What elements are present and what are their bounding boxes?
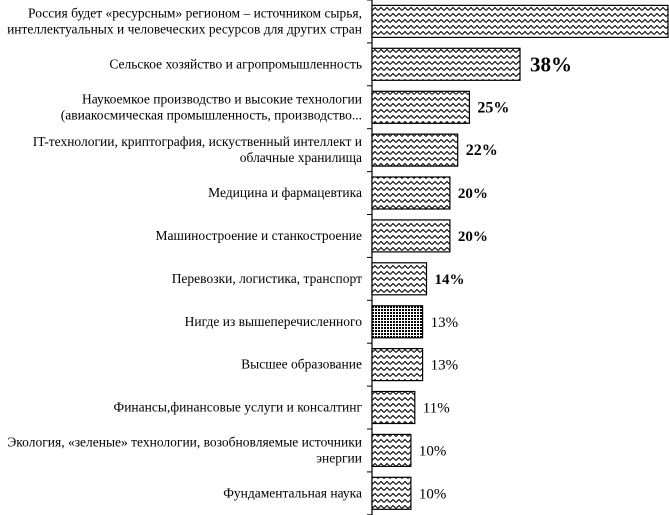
category-label: Перевозки, логистика, транспорт <box>171 270 362 286</box>
bar <box>372 392 415 424</box>
category-label: облачные хранилища <box>239 150 362 166</box>
category-label: Медицина и фармацевтика <box>208 185 362 200</box>
bar <box>372 349 423 381</box>
bar <box>372 434 411 466</box>
value-label: 13% <box>430 314 459 331</box>
bars-group <box>372 5 668 509</box>
value-label: 13% <box>430 357 459 374</box>
value-label: 14% <box>434 271 465 288</box>
category-label: Наукоемкое производство и высокие технологии <box>81 91 362 107</box>
value-label: 20% <box>457 186 488 202</box>
category-label: Сельское хозяйство и агропромышленность <box>109 56 362 72</box>
value-label: 10% <box>418 443 447 460</box>
category-labels <box>7 5 362 500</box>
bar <box>372 306 423 338</box>
category-label: интеллектуальных и человеческих ресурсов для других стран <box>7 21 362 37</box>
category-label: (авиакосмическая промышленность, производство... <box>60 107 362 123</box>
value-label: 10% <box>418 486 447 503</box>
bar <box>372 220 450 252</box>
bar <box>372 48 520 80</box>
bar <box>372 134 458 166</box>
category-label: Финансы,финансовые услуги и консалтинг <box>113 399 362 415</box>
bar <box>372 177 450 209</box>
axis-ticks <box>367 0 372 515</box>
category-label: IT-технологии, криптография, искуственный интеллект и <box>32 134 362 150</box>
bar <box>372 263 427 295</box>
category-label: энергии <box>316 450 362 466</box>
value-label: 38% <box>530 52 572 77</box>
bar <box>372 477 411 509</box>
category-label: Нигде из вышеперечисленного <box>184 313 362 329</box>
value-label: 11% <box>422 400 450 417</box>
value-label: 25% <box>477 99 510 117</box>
bar <box>372 91 469 123</box>
category-label: Экология, «зеленые» технологии, возобновляемые источники <box>7 434 362 450</box>
category-label: Машиностроение и станкостроение <box>155 227 362 243</box>
value-label: 22% <box>465 142 498 160</box>
value-label: 20% <box>457 228 488 245</box>
category-label: Россия будет «ресурсным» регионом – источником сырья, <box>28 5 362 21</box>
bar <box>372 5 668 37</box>
category-label: Фундаментальная наука <box>223 485 362 501</box>
category-label: Высшее образование <box>241 356 362 372</box>
